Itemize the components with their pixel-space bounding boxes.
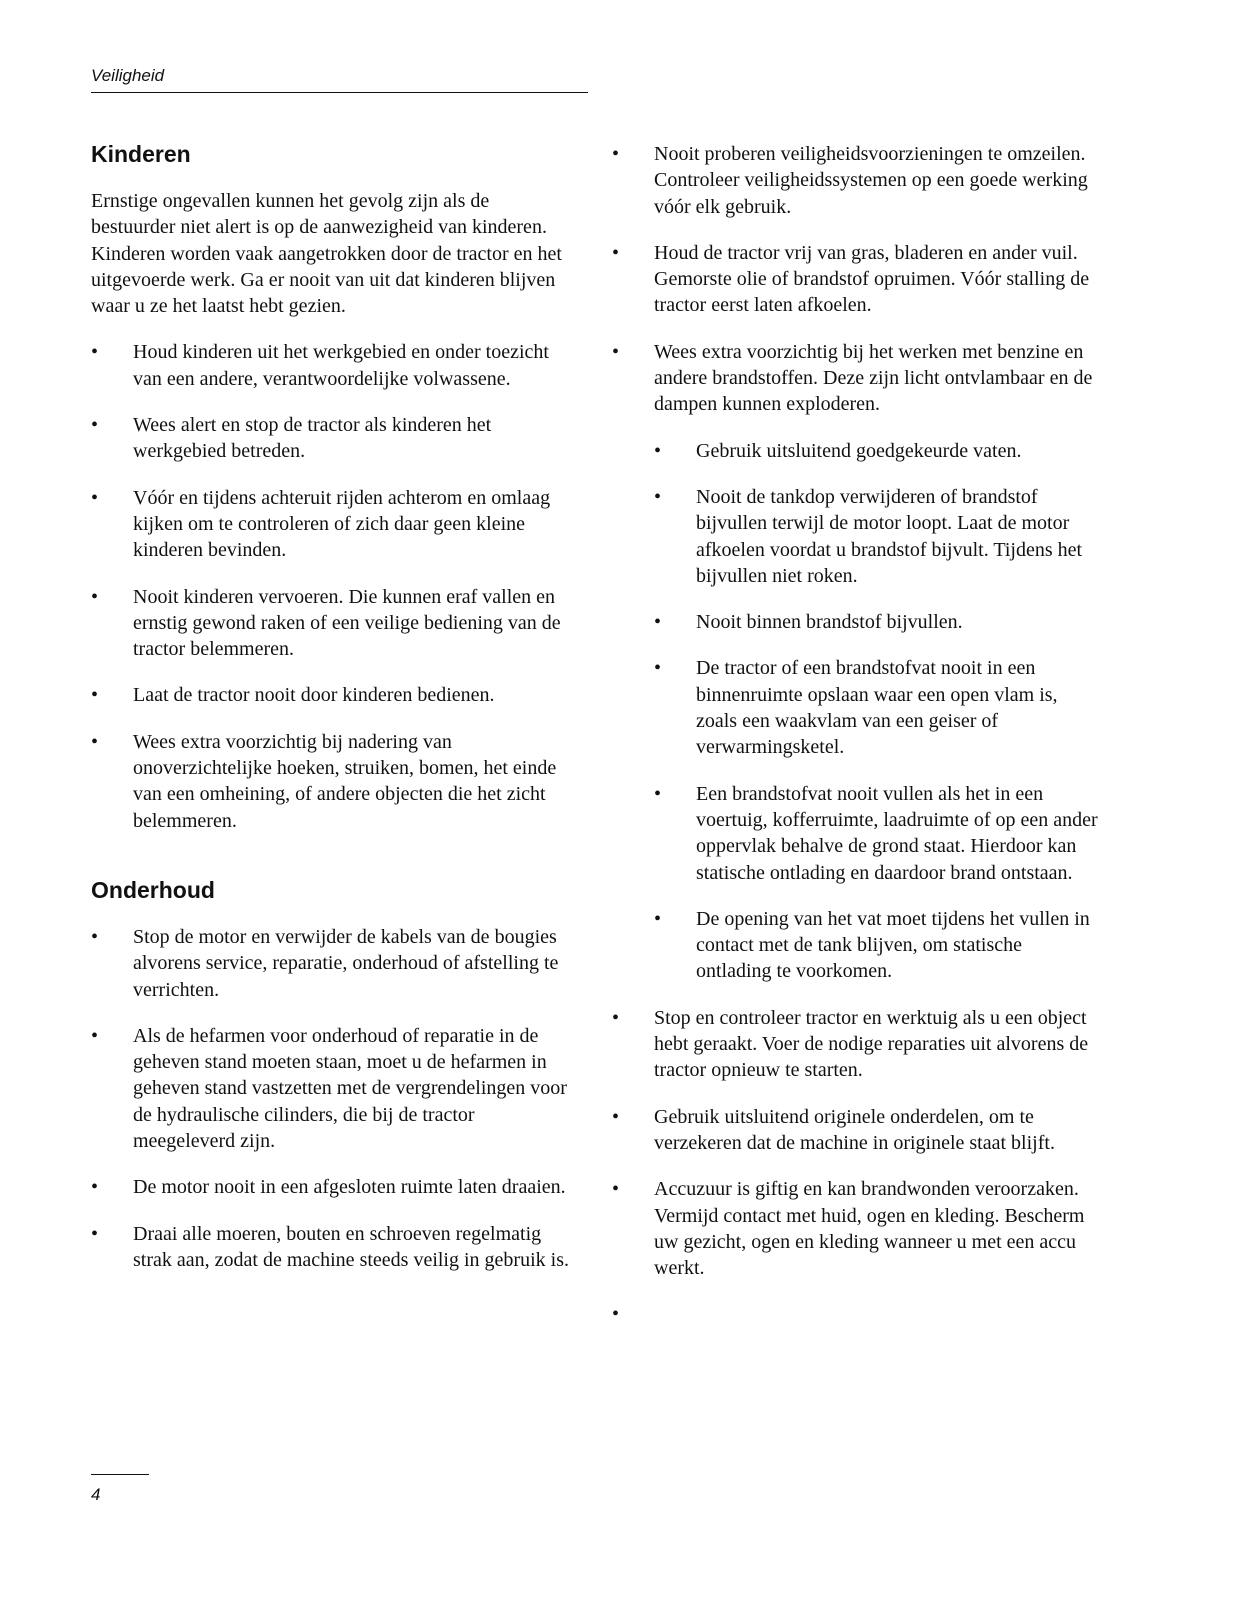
- bullet-icon: •: [612, 1105, 620, 1128]
- list-item: [612, 141, 1102, 220]
- list-item: [91, 339, 576, 392]
- list-item-text: Als de hefarmen voor onderhoud of reparatie in de geheven stand moeten staan, moet u de hefarmen in geheven stand vastzetten met de vergrendelingen voor de hydraulische cilinders, die bij de tractor meegeleverd zijn.: [133, 1024, 567, 1153]
- list-item-text: De tractor of een brandstofvat nooit in een binnenruimte opslaan waar een open vlam is, zoals een waakvlam van een geiser of verwarmingsketel.: [696, 657, 1058, 759]
- bullet-icon: •: [91, 925, 99, 948]
- list-item-text: Wees extra voorzichtig bij het werken met benzine en andere brandstoffen. Deze zijn licht ontvlambaar en de dampen kunnen exploderen.: [654, 340, 1093, 416]
- bullet-icon: •: [91, 684, 99, 707]
- bullet-icon: •: [654, 907, 662, 930]
- list-item-text: Wees alert en stop de tractor als kinderen het werkgebied betreden.: [133, 414, 492, 463]
- section-title-kinderen: Kinderen: [91, 141, 191, 167]
- sub-list-item: [654, 781, 1102, 886]
- bullet-icon: •: [654, 439, 662, 462]
- list-item: [91, 1221, 576, 1274]
- bullet-icon: •: [612, 143, 620, 165]
- safety-list: [612, 141, 1102, 1326]
- list-item-text: Houd kinderen uit het werkgebied en onder toezicht van een andere, verantwoordelijke volwassene.: [133, 341, 549, 390]
- bullet-icon: •: [612, 1006, 620, 1029]
- bullet-icon: •: [654, 485, 662, 508]
- list-item: [612, 1104, 1102, 1157]
- sub-list-item: [654, 655, 1102, 760]
- list-item: [91, 729, 576, 834]
- onderhoud-list: [91, 924, 576, 1273]
- running-header: Veiligheid: [91, 66, 165, 85]
- bullet-icon: •: [612, 340, 620, 363]
- list-item: [612, 1176, 1102, 1281]
- left-column: [91, 140, 576, 1293]
- bullet-icon: •: [612, 1303, 620, 1326]
- bullet-icon: •: [91, 1222, 99, 1245]
- list-item: [91, 682, 576, 708]
- sub-list-item: [654, 609, 1102, 635]
- list-item: [91, 1023, 576, 1154]
- list-item: [91, 412, 576, 465]
- list-item: [91, 485, 576, 564]
- bullet-icon: •: [91, 730, 99, 753]
- sub-list-item: [654, 438, 1102, 464]
- bullet-icon: •: [612, 1178, 620, 1201]
- list-item-text: Nooit binnen brandstof bijvullen.: [696, 611, 963, 634]
- footer-rule: [91, 1474, 149, 1475]
- list-item: [612, 339, 1102, 418]
- bullet-icon: •: [91, 414, 99, 437]
- list-item-text: Stop de motor en verwijder de kabels van de bougies alvorens service, reparatie, onderhoud of afstelling te verrichten.: [133, 925, 559, 1001]
- list-item: [91, 924, 576, 1003]
- bullet-icon: •: [654, 782, 662, 805]
- sub-list-item: [654, 906, 1102, 985]
- list-item-text: Laat de tractor nooit door kinderen bedienen.: [133, 684, 495, 707]
- list-item-text: Nooit de tankdop verwijderen of brandstof bijvullen terwijl de motor loopt. Laat de motor afkoelen voordat u brandstof bijvult. Tijdens het bijvullen niet roken.: [696, 485, 1083, 587]
- list-item: [91, 1174, 576, 1200]
- list-item-text: Draai alle moeren, bouten en schroeven regelmatig strak aan, zodat de machine steeds veilig in gebruik is.: [133, 1222, 569, 1271]
- list-item-text: Houd de tractor vrij van gras, bladeren en ander vuil. Gemorste olie of brandstof opruimen. Vóór stalling de tractor eerst laten afkoelen.: [654, 241, 1090, 317]
- bullet-icon: •: [91, 1176, 99, 1199]
- list-item-text: Gebruik uitsluitend goedgekeurde vaten.: [696, 439, 1022, 462]
- bullet-icon: •: [91, 486, 99, 509]
- bullet-icon: •: [654, 611, 662, 634]
- kinderen-intro: Ernstige ongevallen kunnen het gevolg zijn als de bestuurder niet alert is op de aanwezigheid van kinderen. Kinderen worden vaak aangetrokken door de tractor en het uitgevoerde werk. Ga er nooit van uit dat kinderen blijven waar u ze het laatst hebt gezien.: [91, 190, 562, 318]
- list-item-text: Een brandstofvat nooit vullen als het in een voertuig, kofferruimte, laadruimte of op een ander oppervlak behalve de grond staat. Hierdoor kan statische ontlading en daardoor brand ontstaan.: [696, 782, 1098, 884]
- list-item-text: Nooit kinderen vervoeren. Die kunnen eraf vallen en ernstig gewond raken of een veilige bediening van de tractor belemmeren.: [133, 585, 561, 661]
- bullet-icon: •: [91, 341, 99, 364]
- list-item: [612, 240, 1102, 319]
- sub-list-item: [654, 484, 1102, 589]
- bullet-icon: •: [612, 241, 620, 264]
- list-item-text: Vóór en tijdens achteruit rijden achterom en omlaag kijken om te controleren of zich daar geen kleine kinderen bevinden.: [133, 486, 551, 562]
- page-number: 4: [91, 1485, 101, 1504]
- list-item: [91, 584, 576, 663]
- list-item-text: Nooit proberen veiligheidsvoorzieningen te omzeilen. Controleer veiligheidssystemen op een goede werking vóór elk gebruik.: [654, 143, 1088, 218]
- list-item-text: De motor nooit in een afgesloten ruimte laten draaien.: [133, 1176, 566, 1199]
- section-title-onderhoud: Onderhoud: [91, 876, 215, 903]
- bullet-icon: •: [91, 1024, 99, 1047]
- list-item-text: De opening van het vat moet tijdens het vullen in contact met de tank blijven, om statische ontlading te voorkomen.: [696, 907, 1090, 983]
- list-item-text: Accuzuur is giftig en kan brandwonden veroorzaken. Vermijd contact met huid, ogen en kleding. Bescherm uw gezicht, ogen en kleding wanneer u met een accu werkt.: [654, 1178, 1085, 1280]
- list-item: [612, 1005, 1102, 1084]
- bullet-icon: •: [91, 585, 99, 608]
- list-item-text: Wees extra voorzichtig bij nadering van onoverzichtelijke hoeken, struiken, bomen, het einde van een omheining, of andere objecten die het zicht belemmeren.: [133, 730, 557, 832]
- list-item-text: Gebruik uitsluitend originele onderdelen, om te verzekeren dat de machine in originele staat blijft.: [654, 1105, 1055, 1154]
- header-rule: [91, 92, 588, 93]
- list-item-text: Stop en controleer tractor en werktuig als u een object hebt geraakt. Voer de nodige reparaties uit alvorens de tractor opnieuw te starten.: [654, 1006, 1089, 1082]
- kinderen-list: [91, 339, 576, 833]
- right-column: [612, 141, 1102, 1326]
- bullet-icon: •: [654, 657, 662, 680]
